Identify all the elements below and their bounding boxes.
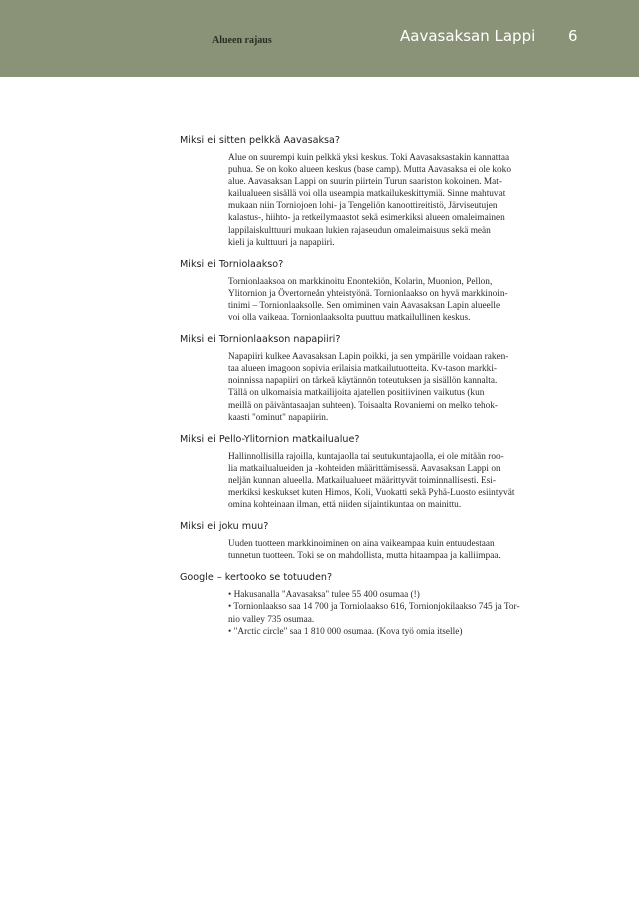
answer-body [228, 276, 585, 324]
faq-section [180, 433, 585, 511]
answer-line: • "Arctic circle" saa 1 810 000 osumaa. (Kova työ omia itselle) [228, 626, 463, 637]
faq-section [180, 258, 585, 324]
answer-body [228, 451, 585, 511]
answer-line: kailualueen sisällä voi olla useampia matkailukeskittymiä. Sinne mahtuvat [228, 189, 506, 200]
answer-body [228, 351, 585, 424]
answer-line: noinnissa napapiiri on tärkeä käytännön toteutuksen ja sisällön kannalta. [228, 376, 498, 387]
answer-line: voi olla vaikeaa. Tornionlaaksolta puuttuu matkailullinen keskus. [228, 313, 471, 324]
question-heading: Miksi ei Torniolaakso? [180, 258, 284, 270]
answer-line: Ylitornion ja Övertorneån yhteistyönä. Tornionlaakso on hyvä markkinoin- [228, 288, 508, 299]
answer-line: neljän kunnan alueella. Matkailualueet määrittyvät toiminnallisesti. Esi- [228, 475, 496, 486]
faq-section [180, 520, 585, 562]
page-number: 6 [568, 27, 578, 45]
answer-line: Napapiiri kulkee Aavasaksan Lapin poikki, ja sen ympärille voidaan raken- [228, 352, 509, 363]
answer-body [228, 538, 585, 562]
answer-line: • Hakusanalla "Aavasaksa" tulee 55 400 osumaa (!) [228, 590, 420, 601]
question-heading: Miksi ei sitten pelkkä Aavasaksa? [180, 135, 340, 146]
answer-line: nio valley 735 osumaa. [228, 614, 315, 625]
answer-line: merkiksi keskukset kuten Himos, Koli, Vuokatti sekä Pyhä-Luosto esiintyvät [228, 487, 515, 498]
answer-line: taa alueen imagoon sopivia erilaisia matkailutuotteita. Kv-tason markki- [228, 364, 498, 375]
answer-line: lappilaiskulttuuri mukaan lukien rajaseudun omaleimaisuus sekä meän [228, 225, 491, 236]
document-title: Aavasaksan Lappi [400, 27, 536, 45]
answer-body [228, 152, 585, 249]
question-heading: Miksi ei joku muu? [180, 521, 269, 533]
answer-line: tunnetun tuotteen. Toki se on mahdollista, mutta hitaampaa ja kalliimpaa. [228, 551, 501, 562]
answer-line: mukaan niin Torniojoen lohi- ja Tengeliön kanoottireitistö, Järviseutujen [228, 201, 498, 212]
section-label: Alueen rajaus [212, 35, 272, 46]
answer-body [228, 589, 585, 637]
answer-line: kieli ja kulttuuri ja napapiiri. [228, 237, 335, 248]
question-heading: Miksi ei Pello-Ylitornion matkailualue? [180, 433, 360, 445]
main-content [180, 134, 585, 647]
answer-line: Tällä on ulkomaisia matkailijoita ajatellen positiivinen vaikutus (kun [228, 388, 485, 399]
page-header [0, 0, 639, 77]
answer-line: omina kohteinaan ilman, että niiden sijaintikuntaa on mainittu. [228, 500, 462, 511]
faq-section [180, 571, 585, 637]
answer-line: Tornionlaaksoa on markkinoitu Enontekiön, Kolarin, Muonion, Pellon, [228, 276, 493, 287]
question-heading: Miksi ei Tornionlaakson napapiiri? [180, 334, 341, 346]
answer-line: meillä on päiväntasaajan suhteen). Toisaalta Rovaniemi on melko tehok- [228, 400, 498, 411]
faq-section [180, 134, 585, 249]
answer-line: Uuden tuotteen markkinoiminen on aina vaikeampaa kuin entuudestaan [228, 539, 495, 550]
answer-line: Hallinnollisilla rajoilla, kuntajaolla tai seutukuntajaolla, ei ole mitään roo- [228, 451, 504, 462]
answer-line: kaasti "ominut" napapiirin. [228, 412, 329, 423]
answer-line: lia matkailualueiden ja -kohteiden määrittämisessä. Aavasaksan Lappi on [228, 463, 501, 474]
answer-line: alue. Aavasaksan Lappi on suurin piirtein Turun saariston kokoinen. Mat- [228, 177, 502, 188]
question-heading: Google – kertooko se totuuden? [180, 572, 333, 584]
answer-line: Alue on suurempi kuin pelkkä yksi keskus. Toki Aavasaksastakin kannattaa [228, 153, 510, 163]
answer-line: puhua. Se on koko alueen keskus (base camp). Mutta Aavasaksa ei ole koko [228, 165, 511, 176]
answer-line: • Tornionlaakso saa 14 700 ja Torniolaakso 616, Tornionjokilaakso 745 ja Tor- [228, 602, 520, 613]
faq-section [180, 333, 585, 424]
answer-line: kalastus-, hiihto- ja retkeilymaastot sekä esimerkiksi alueen omaleimainen [228, 213, 505, 224]
answer-line: tinimi – Tornionlaaksolle. Sen omiminen vain Aavasaksan Lapin alueelle [228, 300, 501, 311]
